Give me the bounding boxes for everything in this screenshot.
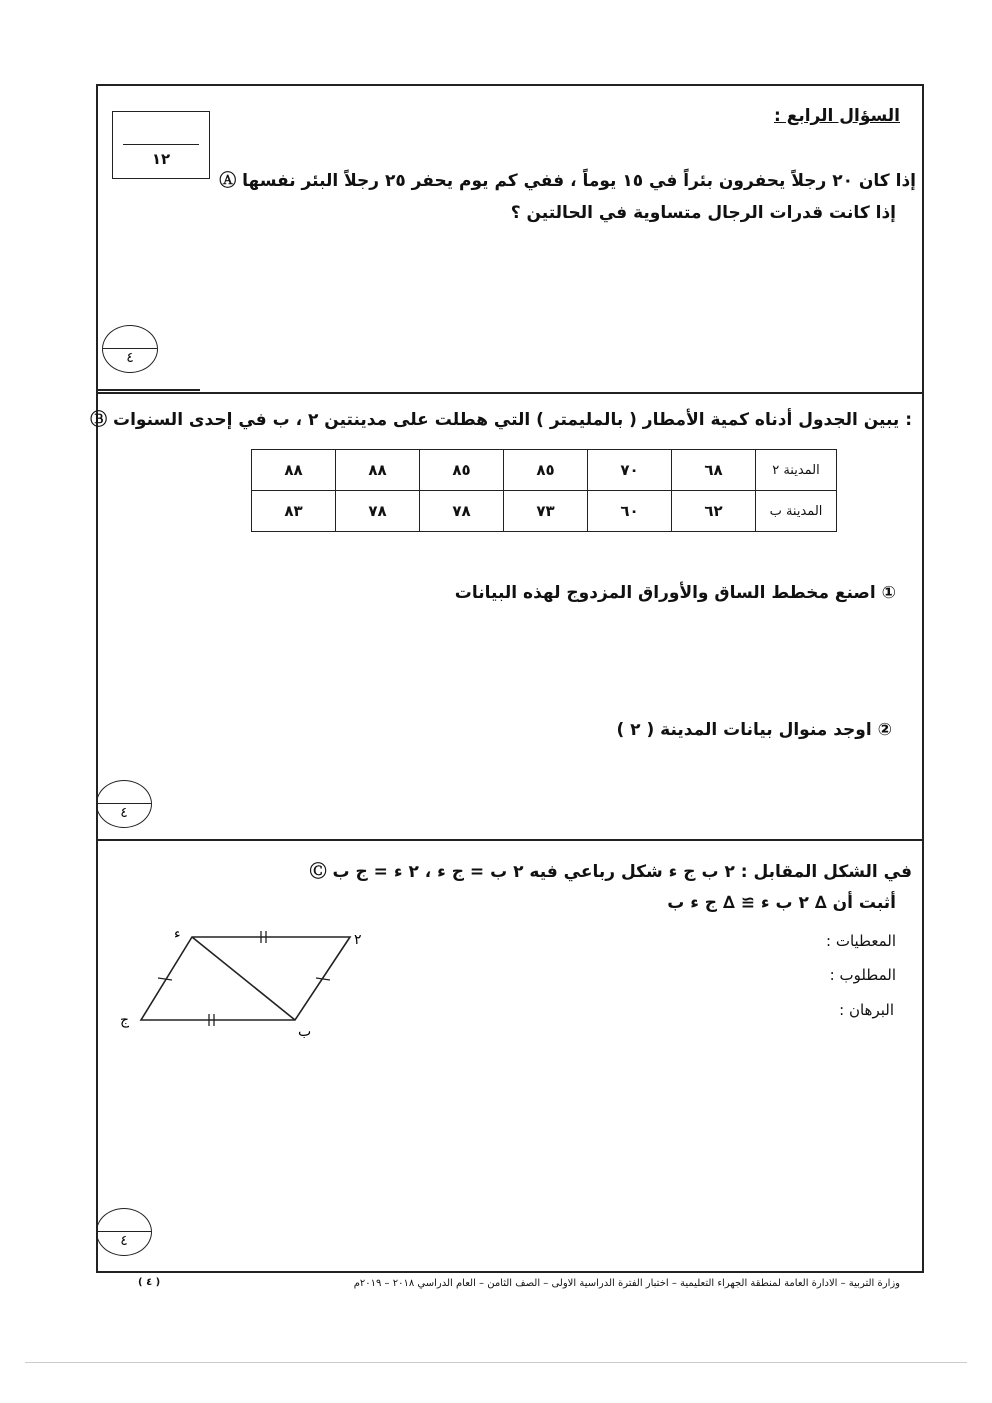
parallelogram-figure [110,920,370,1040]
required-label: المطلوب : [829,966,896,984]
part-a-line-1: Ⓐ إذا كان ٢٠ رجلاً يحفرون بئراً في ١٥ يوماً ، ففي كم يوم يحفر ٢٥ رجلاً البئر نفسها [219,171,916,191]
part-c-score-circle [96,1208,152,1256]
rainfall-table [251,449,837,532]
vertex-label-d: ء [174,926,181,942]
bottom-rule [25,1362,967,1363]
part-b-score: ٤ [120,805,128,821]
table-cell: ٧٨ [336,491,420,532]
page-frame [96,84,924,1273]
table-cell: ٨٨ [252,450,336,491]
part-b-score-circle [96,780,152,828]
part-c-score: ٤ [120,1233,128,1249]
part-a-score: ٤ [126,350,134,366]
table-row [252,491,837,532]
table-row [252,450,837,491]
section-divider-2 [96,839,922,841]
table-row-label: المدينة ٢ [756,450,837,491]
table-cell: ٦٨ [672,450,756,491]
vertex-label-a: ٢ [354,932,362,948]
table-cell: ٨٥ [504,450,588,491]
total-score-box [112,111,210,179]
table-row-label: المدينة ب [756,491,837,532]
table-cell: ٨٣ [252,491,336,532]
table-cell: ٨٨ [336,450,420,491]
part-b-intro: Ⓑ يبين الجدول أدناه كمية الأمطار ( بالمليمتر ) التي هطلت على مدينتين ٢ ، ب في إحدى السنوات : [90,410,912,430]
part-b-question-2: ② اوجد منوال بيانات المدينة ( ٢ ) [616,720,892,740]
table-cell: ٨٥ [420,450,504,491]
part-a-line-2: إذا كانت قدرات الرجال متساوية في الحالتين ؟ [510,203,896,223]
table-cell: ٦٠ [588,491,672,532]
proof-label: البرهان : [839,1001,894,1019]
table-cell: ٧٣ [504,491,588,532]
total-score-value: ١٢ [151,150,171,168]
diagonal-db [192,937,295,1020]
given-label: المعطيات : [826,932,896,950]
question-title: السؤال الرابع : [774,106,900,126]
page-number: ( ٤ ) [138,1277,161,1288]
part-c-line-1: Ⓒ في الشكل المقابل : ٢ ب ج ء شكل رباعي فيه ٢ ب = ج ء ، ٢ ء = ج ب [309,862,912,882]
part-a-short-divider [96,389,200,391]
table-cell: ٧٠ [588,450,672,491]
part-a-score-circle [102,325,158,373]
part-c-line-2: أثبت أن ∆ ٢ ب ء ≅ ∆ ج ء ب [667,893,896,913]
vertex-label-b: ب [298,1024,312,1040]
table-cell: ٧٨ [420,491,504,532]
table-cell: ٦٢ [672,491,756,532]
vertex-label-c: ج [120,1012,130,1028]
section-divider-1 [96,392,922,394]
footer-text: وزارة التربية – الادارة العامة لمنطقة الجهراء التعليمية – اختبار الفترة الدراسية الاولى – الصف الثامن – العام الدراسي ٢٠١٨ – ٢٠١٩م [353,1278,900,1289]
part-b-question-1: ① اصنع مخطط الساق والأوراق المزدوج لهذه البيانات [454,583,896,603]
